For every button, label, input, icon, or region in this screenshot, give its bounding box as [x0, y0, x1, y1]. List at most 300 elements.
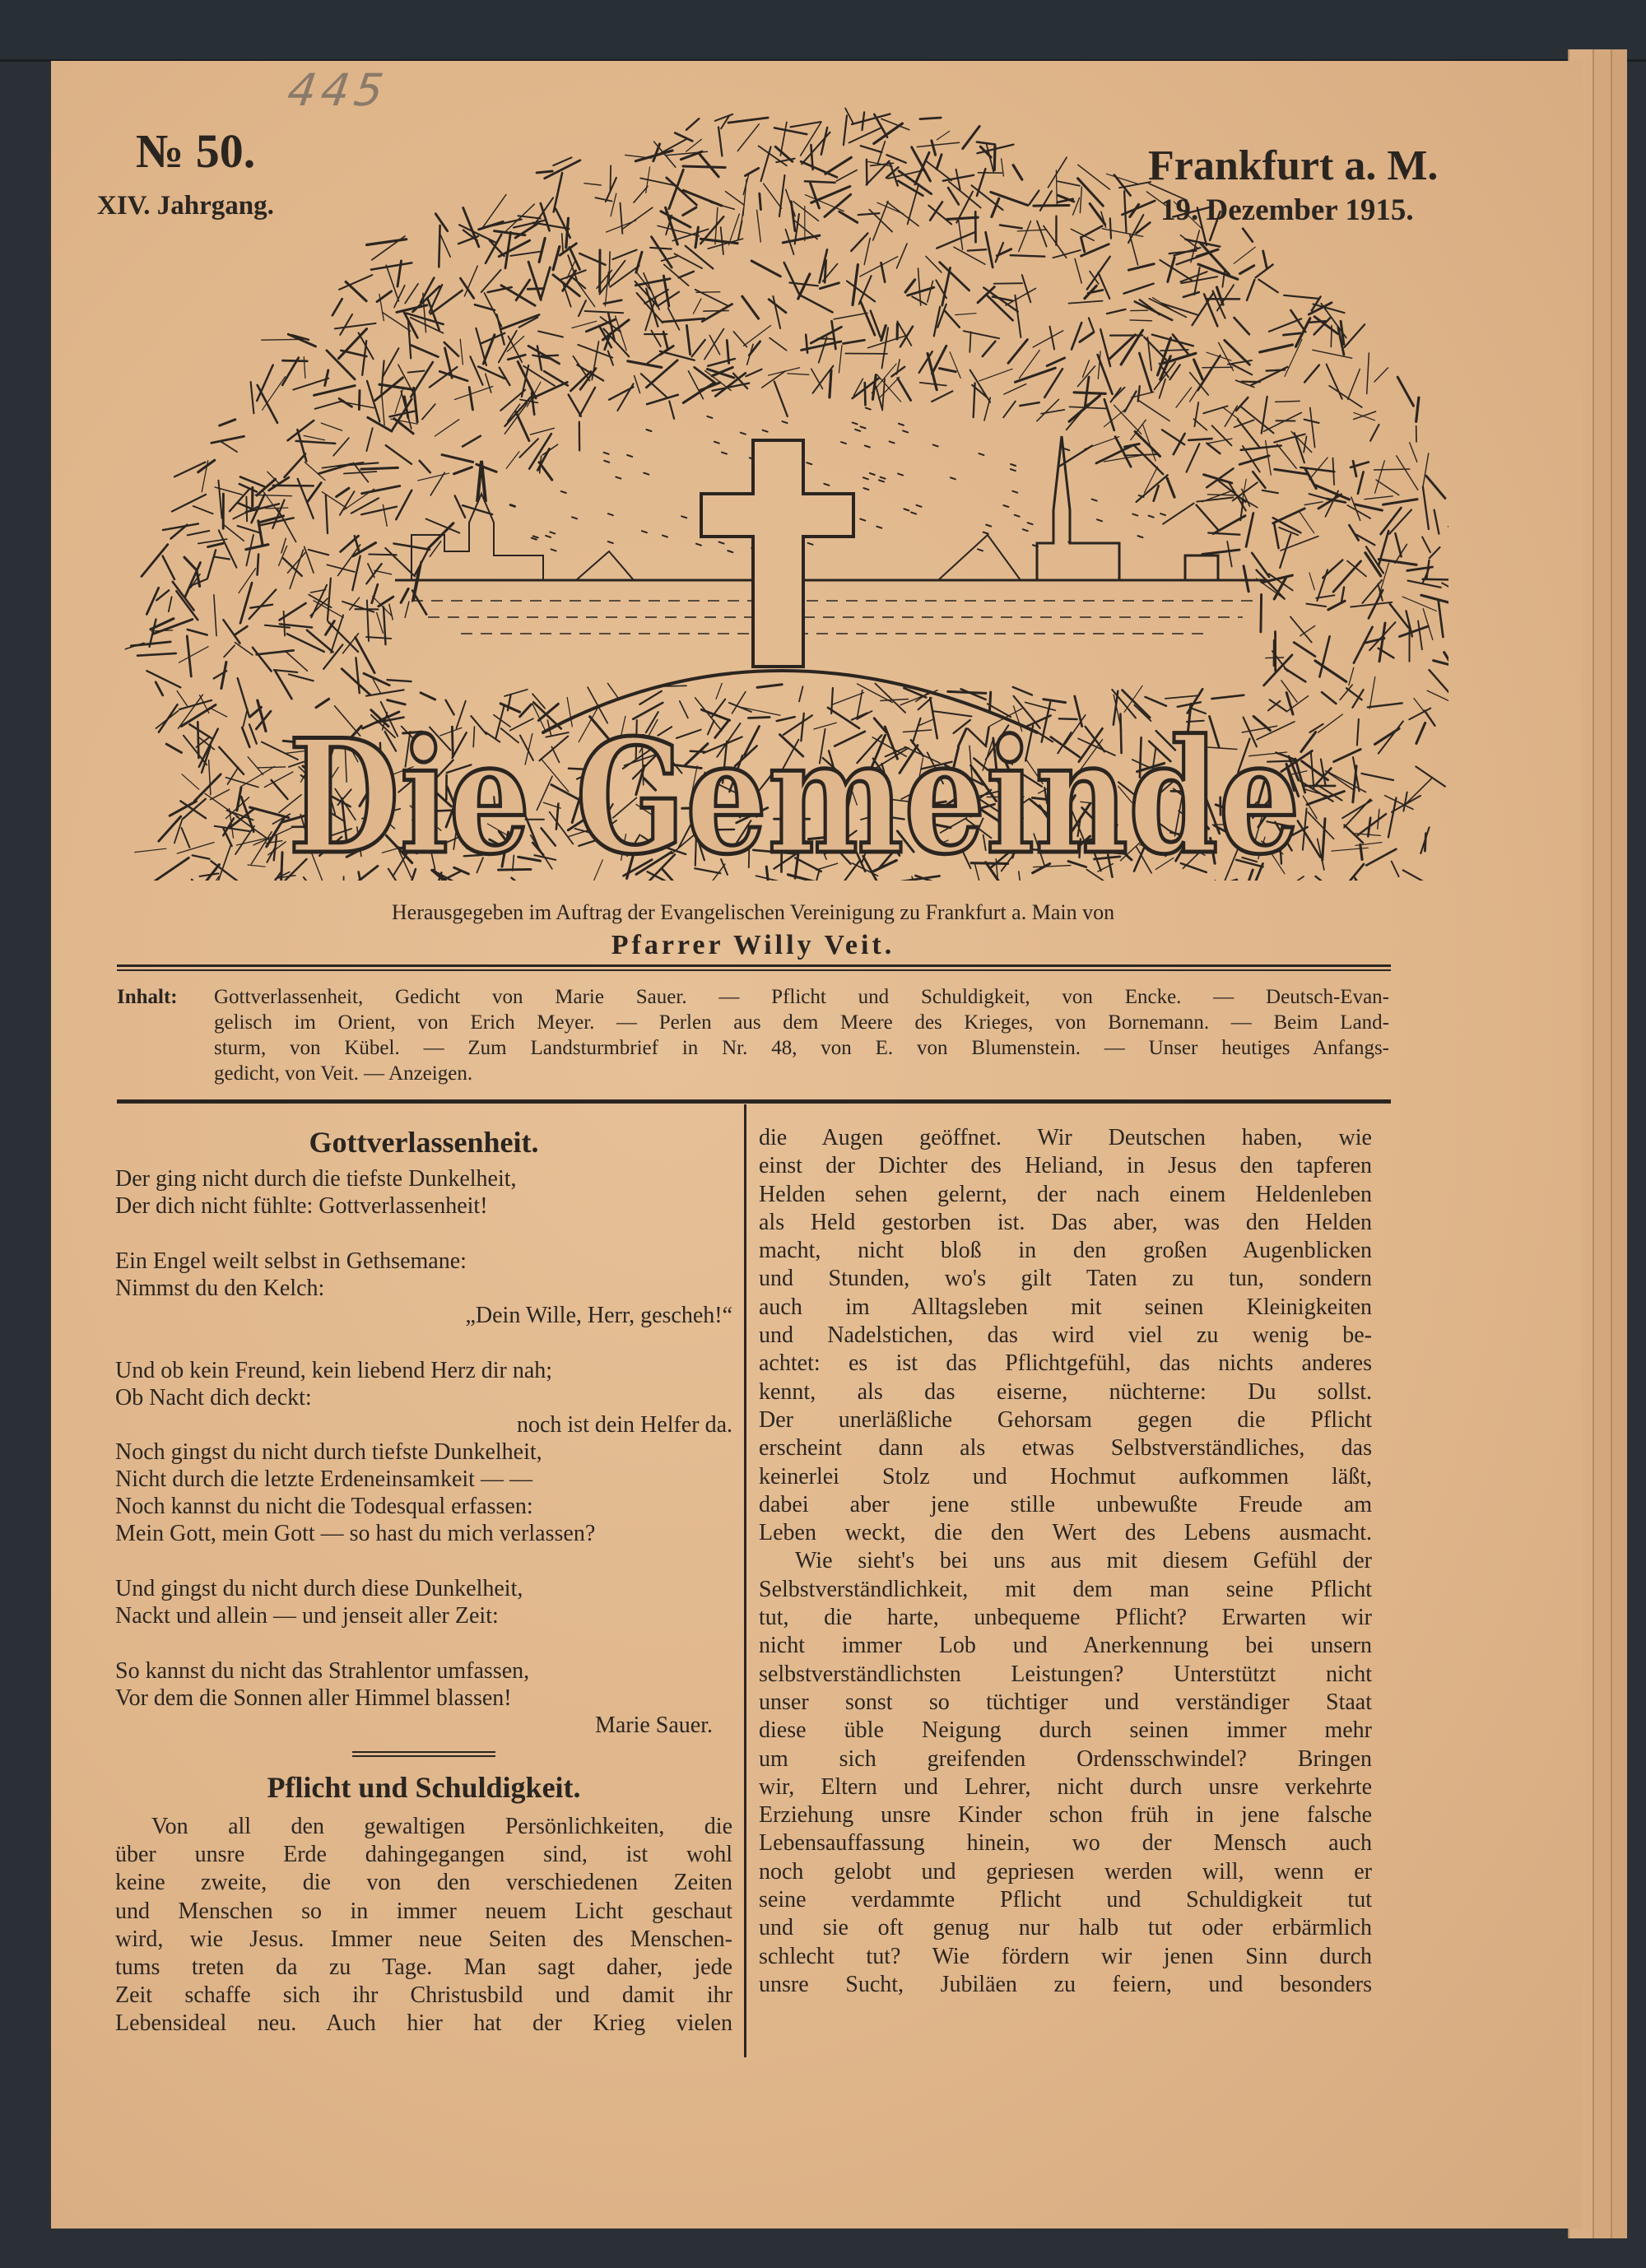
- hatch-stroke: [774, 128, 807, 134]
- hatch-stroke: [811, 369, 823, 388]
- hatch-stroke: [1125, 444, 1140, 447]
- sky-dash: [550, 532, 555, 533]
- hatch-stroke: [616, 316, 627, 351]
- hatch-stroke: [1383, 500, 1418, 505]
- hatch-stroke: [481, 270, 501, 292]
- sky-dash: [1097, 519, 1102, 521]
- poem-line: Der dich nicht fühlte: Gottverlassenheit!: [115, 1193, 488, 1219]
- sky-dash: [696, 544, 701, 546]
- hatch-stroke: [1280, 534, 1290, 568]
- hatch-stroke: [218, 481, 221, 518]
- hatch-stroke: [1243, 229, 1253, 242]
- hatch-stroke: [135, 848, 166, 852]
- hatch-stroke: [793, 202, 818, 221]
- hatch-stroke: [464, 266, 477, 296]
- hatch-stroke: [1326, 771, 1355, 791]
- hatch-stroke: [937, 131, 950, 140]
- hatch-stroke: [871, 311, 881, 337]
- hatch-stroke: [1423, 579, 1448, 580]
- hatch-stroke: [686, 246, 714, 269]
- text-line: tut, die harte, unbequeme Pflicht? Erwarten wir: [759, 1605, 1372, 1631]
- hatch-stroke: [791, 122, 821, 127]
- hatch-stroke: [224, 645, 235, 657]
- hatch-stroke: [844, 340, 865, 343]
- hatch-stroke: [207, 550, 216, 578]
- hatch-stroke: [932, 141, 936, 155]
- text-line: und Stunden, wo's gilt Taten zu tun, sondern: [759, 1266, 1372, 1292]
- text-line: selbstverständlichsten Leistungen? Unterstützt nicht: [759, 1661, 1372, 1687]
- hatch-stroke: [1269, 318, 1301, 332]
- hatch-stroke: [1003, 402, 1016, 418]
- contents-lines: [214, 984, 1389, 1086]
- sky-dash: [642, 531, 647, 532]
- hatch-stroke: [421, 693, 435, 699]
- hatch-stroke: [940, 263, 969, 290]
- hatch-stroke: [1345, 324, 1365, 347]
- poem-stanza: [115, 1165, 732, 1220]
- hatch-stroke: [146, 671, 180, 687]
- article-paragraph: [759, 1124, 1372, 1547]
- hatch-stroke: [1085, 437, 1119, 449]
- hatch-stroke: [1360, 844, 1362, 859]
- hatch-stroke: [948, 188, 959, 204]
- double-rule: [117, 964, 1391, 971]
- hatch-stroke: [1379, 721, 1403, 753]
- hatch-stroke: [463, 436, 481, 447]
- contents-label: Inhalt:: [117, 986, 178, 1008]
- hatch-stroke: [1202, 367, 1232, 368]
- sky-dash: [860, 519, 865, 521]
- hatch-stroke: [1067, 404, 1088, 430]
- hatch-stroke: [599, 261, 625, 295]
- sky-dash: [807, 462, 811, 464]
- hatch-stroke: [1426, 476, 1445, 498]
- hatch-stroke: [367, 381, 379, 421]
- hatch-stroke: [193, 855, 210, 858]
- hatch-stroke: [505, 397, 531, 426]
- hatch-stroke: [533, 382, 568, 397]
- hatch-stroke: [258, 555, 259, 575]
- hatch-stroke: [346, 281, 366, 300]
- hatch-stroke: [375, 378, 403, 401]
- hatch-stroke: [737, 124, 759, 151]
- hatch-stroke: [382, 394, 384, 425]
- hatch-stroke: [1110, 218, 1111, 238]
- hatch-stroke: [1426, 560, 1429, 579]
- sky-dash: [866, 408, 871, 410]
- hatch-stroke: [1290, 310, 1305, 332]
- hatch-stroke: [1365, 496, 1393, 500]
- hatch-stroke: [1130, 320, 1152, 321]
- hatch-stroke: [839, 211, 858, 222]
- sky-dash: [890, 441, 895, 443]
- hatch-stroke: [873, 202, 888, 240]
- hatch-stroke: [460, 339, 463, 365]
- sky-dash: [741, 433, 746, 435]
- hatch-stroke: [726, 192, 744, 205]
- sky-dash: [860, 426, 865, 428]
- hatch-stroke: [1000, 225, 1022, 229]
- hatch-stroke: [1331, 326, 1332, 347]
- sky-dash: [899, 424, 904, 425]
- handwritten-page-number: 445: [284, 64, 392, 116]
- hatch-stroke: [339, 275, 372, 290]
- hatch-stroke: [1258, 280, 1278, 293]
- hatch-stroke: [1098, 272, 1109, 299]
- hatch-stroke: [1213, 516, 1245, 534]
- text-line: wird, wie Jesus. Immer neue Seiten des Menschen-: [115, 1926, 732, 1952]
- hatch-stroke: [1276, 401, 1300, 402]
- hatch-stroke: [825, 194, 851, 216]
- hatch-stroke: [1167, 478, 1174, 497]
- hatch-stroke: [401, 589, 408, 603]
- hatch-stroke: [1194, 419, 1207, 430]
- hatch-stroke: [679, 272, 694, 278]
- hatch-stroke: [1318, 714, 1343, 732]
- hatch-stroke: [702, 304, 732, 322]
- hatch-stroke: [958, 219, 962, 250]
- masthead-illustration: [115, 107, 1448, 881]
- hatch-stroke: [251, 382, 254, 413]
- hatch-stroke: [248, 865, 265, 867]
- hatch-stroke: [1080, 187, 1081, 213]
- hatch-stroke: [881, 699, 909, 701]
- hatch-stroke: [372, 236, 405, 260]
- hatch-stroke: [486, 220, 522, 228]
- hatch-stroke: [1404, 778, 1431, 806]
- hatch-stroke: [1163, 504, 1194, 524]
- hatch-stroke: [269, 477, 289, 490]
- hatch-stroke: [834, 313, 867, 319]
- text-line: unsre Sucht, Jubiläen zu feiern, und besonders: [759, 1971, 1372, 1997]
- hatch-stroke: [611, 193, 616, 216]
- hatch-stroke: [570, 248, 580, 270]
- hatch-stroke: [1197, 207, 1207, 245]
- hatch-stroke: [249, 724, 257, 743]
- hatch-stroke: [770, 338, 787, 351]
- hatch-stroke: [621, 203, 623, 234]
- hatch-stroke: [579, 300, 586, 316]
- poem-line: Ein Engel weilt selbst in Gethsemane:: [115, 1248, 467, 1274]
- hatch-stroke: [224, 829, 232, 846]
- hatch-stroke: [572, 321, 597, 328]
- hatch-stroke: [1346, 688, 1362, 699]
- sky-dash: [863, 488, 868, 490]
- hatch-stroke: [1273, 509, 1305, 523]
- hatch-stroke: [1299, 511, 1314, 533]
- hatch-stroke: [371, 263, 412, 269]
- hatch-stroke: [1165, 695, 1199, 699]
- cross-icon: [701, 440, 853, 667]
- hatch-stroke: [364, 673, 389, 685]
- hatch-stroke: [155, 857, 188, 881]
- hatch-stroke: [246, 545, 268, 550]
- hatch-stroke: [1019, 221, 1031, 252]
- sky-dash: [681, 516, 686, 518]
- hatch-stroke: [1128, 264, 1154, 271]
- hatch-stroke: [844, 116, 847, 146]
- sky-dash: [1137, 536, 1142, 537]
- text-line: wir, Eltern und Lehrer, nicht durch unsre verkehrte: [759, 1773, 1372, 1800]
- hatch-stroke: [1162, 430, 1184, 444]
- hatch-stroke: [321, 423, 342, 430]
- poem-line: Noch gingst du nicht durch tiefste Dunkelheit,: [115, 1439, 542, 1465]
- text-line: Lebensauffassung hinein, wo der Mensch auch: [759, 1830, 1372, 1857]
- hatch-stroke: [257, 365, 273, 402]
- hatch-stroke: [156, 590, 169, 600]
- hatch-stroke: [356, 658, 359, 693]
- hatch-stroke: [1114, 405, 1142, 434]
- hatch-stroke: [791, 202, 795, 231]
- hatch-stroke: [528, 289, 544, 290]
- hatch-stroke: [1124, 284, 1154, 294]
- hatch-stroke: [872, 375, 876, 400]
- hatch-stroke: [928, 206, 951, 225]
- hatch-stroke: [285, 651, 307, 671]
- hatch-stroke: [1058, 181, 1080, 185]
- text-line: Selbstverständlichkeit, mit dem man seine Pflicht: [759, 1576, 1372, 1602]
- hatch-stroke: [396, 490, 412, 519]
- hatch-stroke: [192, 880, 202, 881]
- hatch-stroke: [212, 436, 244, 443]
- hatch-stroke: [405, 602, 409, 617]
- hatch-stroke: [335, 323, 376, 329]
- hatch-stroke: [289, 674, 314, 681]
- hatch-stroke: [1434, 510, 1439, 534]
- hatch-stroke: [1238, 420, 1259, 448]
- hatch-stroke: [1240, 266, 1254, 274]
- hatch-stroke: [1342, 864, 1364, 881]
- hatch-stroke: [262, 339, 303, 340]
- hatch-stroke: [836, 170, 857, 181]
- hatch-stroke: [412, 346, 439, 357]
- text-line: als Held gestorben ist. Das aber, was den Helden: [759, 1209, 1372, 1235]
- hatch-stroke: [1203, 406, 1227, 413]
- hatch-stroke: [1198, 356, 1221, 390]
- text-line: kennt, als das eiserne, nüchterne: Du sollst.: [759, 1378, 1372, 1405]
- sky-dash: [763, 430, 768, 432]
- hatch-stroke: [1395, 533, 1401, 556]
- poem-line: Vor dem die Sonnen aller Himmel blassen!: [115, 1685, 512, 1711]
- hatch-stroke: [237, 838, 268, 845]
- hatch-stroke: [486, 374, 491, 393]
- hatch-stroke: [219, 747, 244, 774]
- hatch-stroke: [1321, 760, 1326, 785]
- hatch-stroke: [272, 780, 288, 799]
- hatch-stroke: [1423, 487, 1429, 529]
- hatch-stroke: [819, 337, 827, 363]
- hatch-stroke: [326, 495, 328, 534]
- hatch-stroke: [774, 382, 788, 416]
- hatch-stroke: [1410, 443, 1417, 462]
- hatch-stroke: [368, 564, 374, 578]
- sky-dash: [532, 538, 537, 540]
- hatch-stroke: [366, 690, 404, 695]
- sky-dash: [608, 541, 613, 543]
- sky-dash: [546, 536, 551, 537]
- hatch-stroke: [683, 207, 696, 215]
- hatch-stroke: [1349, 525, 1358, 540]
- hatch-stroke: [942, 267, 951, 305]
- hatch-stroke: [1418, 621, 1422, 650]
- sky-dash: [572, 517, 577, 518]
- hatch-stroke: [1114, 175, 1131, 196]
- hatch-stroke: [1444, 653, 1448, 681]
- hatch-stroke: [779, 175, 785, 216]
- sky-dash: [824, 484, 829, 486]
- hatch-stroke: [968, 249, 987, 250]
- hatch-stroke: [693, 299, 701, 314]
- poem-line: „Dein Wille, Herr, gescheh!“: [465, 1303, 732, 1328]
- hatch-stroke: [1188, 439, 1211, 440]
- hatch-stroke: [1309, 494, 1334, 500]
- hatch-stroke: [1354, 411, 1376, 420]
- hatch-stroke: [1234, 247, 1255, 263]
- hatch-stroke: [669, 170, 683, 208]
- sky-dash: [986, 525, 991, 527]
- hatch-stroke: [367, 601, 369, 642]
- poem-line: Nicht durch die letzte Erdeneinsamkeit — —: [115, 1466, 532, 1492]
- hatch-stroke: [188, 630, 207, 635]
- hatch-stroke: [328, 579, 331, 620]
- section-rule: [352, 1751, 495, 1757]
- hatch-stroke: [315, 401, 344, 409]
- hatch-stroke: [881, 326, 886, 341]
- hatch-stroke: [362, 486, 400, 494]
- hatch-stroke: [760, 193, 761, 209]
- sky-dash: [616, 477, 621, 479]
- masthead-title-logo: Die Gemeinde: [288, 705, 1300, 881]
- hatch-stroke: [389, 604, 393, 620]
- hatch-stroke: [1306, 604, 1326, 607]
- hatch-stroke: [636, 252, 642, 272]
- text-line: dabei aber jene stille unbewußte Freude am: [759, 1491, 1372, 1517]
- hatch-stroke: [861, 146, 882, 152]
- hatch-stroke: [708, 359, 735, 366]
- hatch-stroke: [1368, 703, 1402, 707]
- left-column: [115, 1119, 732, 2038]
- text-line: auch im Alltagsleben mit seinen Kleinigkeiten: [759, 1294, 1372, 1320]
- hatch-stroke: [415, 550, 428, 575]
- page-edge: [1593, 49, 1612, 2238]
- hatch-stroke: [1122, 201, 1155, 215]
- sky-dash: [1064, 448, 1069, 450]
- hatch-stroke: [839, 346, 842, 373]
- hatch-stroke: [538, 332, 563, 337]
- hatch-stroke: [751, 261, 780, 277]
- sky-dash: [783, 421, 788, 423]
- hatch-stroke: [1388, 798, 1397, 838]
- hatch-stroke: [1075, 258, 1081, 283]
- sky-dash: [1160, 514, 1165, 515]
- hatch-stroke: [377, 291, 391, 302]
- hatch-stroke: [553, 157, 571, 165]
- poem-line: Und ob kein Freund, kein liebend Herz dir nah;: [115, 1358, 553, 1383]
- sky-dash: [604, 453, 609, 454]
- hatch-stroke: [246, 497, 247, 522]
- hatch-stroke: [1295, 433, 1304, 462]
- hatch-stroke: [920, 118, 942, 119]
- hatch-stroke: [1072, 323, 1081, 349]
- hatch-stroke: [137, 653, 176, 656]
- hatch-stroke: [1397, 377, 1413, 406]
- hatch-stroke: [898, 379, 911, 401]
- hatch-stroke: [928, 281, 933, 302]
- hatch-stroke: [1309, 573, 1314, 590]
- hatch-stroke: [651, 331, 660, 346]
- hatch-stroke: [537, 346, 542, 370]
- poem-stanza: [115, 1657, 732, 1712]
- hatch-stroke: [964, 331, 999, 338]
- hatch-stroke: [1301, 732, 1316, 752]
- hatch-stroke: [569, 395, 581, 416]
- hatch-stroke: [1434, 661, 1448, 667]
- hatch-stroke: [394, 286, 405, 308]
- hatch-stroke: [211, 709, 227, 717]
- sky-dash: [863, 477, 868, 479]
- hatch-stroke: [1416, 767, 1445, 787]
- hatch-stroke: [784, 263, 800, 295]
- hatch-stroke: [1020, 402, 1039, 406]
- hatch-stroke: [305, 462, 325, 481]
- column-divider: [744, 1104, 746, 2057]
- sky-dash: [1011, 469, 1016, 471]
- hatch-stroke: [166, 744, 181, 752]
- hatch-stroke: [950, 352, 960, 379]
- hatch-stroke: [704, 329, 724, 360]
- hatch-stroke: [1353, 461, 1356, 476]
- hatch-stroke: [384, 607, 386, 644]
- hatch-stroke: [1030, 191, 1039, 205]
- hatch-stroke: [553, 247, 560, 270]
- hatch-stroke: [1197, 498, 1233, 502]
- sky-dash: [1015, 515, 1020, 517]
- hatch-stroke: [1414, 699, 1424, 712]
- hatch-stroke: [932, 391, 952, 402]
- hatch-stroke: [333, 438, 349, 456]
- sky-dash: [722, 453, 727, 454]
- sky-dash: [1132, 514, 1137, 516]
- sky-dash: [1011, 464, 1016, 466]
- hatch-stroke: [1358, 814, 1386, 835]
- hatch-stroke: [1308, 812, 1333, 839]
- hatch-stroke: [1146, 192, 1168, 207]
- hatch-stroke: [757, 210, 761, 242]
- hatch-stroke: [1152, 335, 1193, 346]
- hatch-stroke: [1305, 468, 1317, 488]
- hatch-stroke: [1044, 369, 1062, 397]
- hatch-stroke: [541, 203, 550, 230]
- hatch-stroke: [274, 670, 298, 672]
- hatch-stroke: [1100, 329, 1110, 366]
- hatch-stroke: [435, 420, 458, 436]
- hatch-stroke: [1430, 670, 1449, 699]
- hatch-stroke: [386, 445, 412, 464]
- hatch-stroke: [1354, 877, 1374, 881]
- hatch-stroke: [1260, 345, 1293, 352]
- hatch-stroke: [1125, 392, 1137, 412]
- hatch-stroke: [969, 332, 970, 352]
- hatch-stroke: [617, 383, 633, 411]
- hatch-stroke: [219, 530, 237, 567]
- hatch-stroke: [277, 509, 295, 541]
- hatch-stroke: [176, 591, 198, 620]
- hatch-stroke: [1106, 174, 1137, 184]
- hatch-stroke: [1190, 373, 1209, 395]
- hatch-stroke: [1124, 191, 1126, 232]
- hatch-stroke: [374, 570, 392, 574]
- hatch-stroke: [510, 252, 540, 256]
